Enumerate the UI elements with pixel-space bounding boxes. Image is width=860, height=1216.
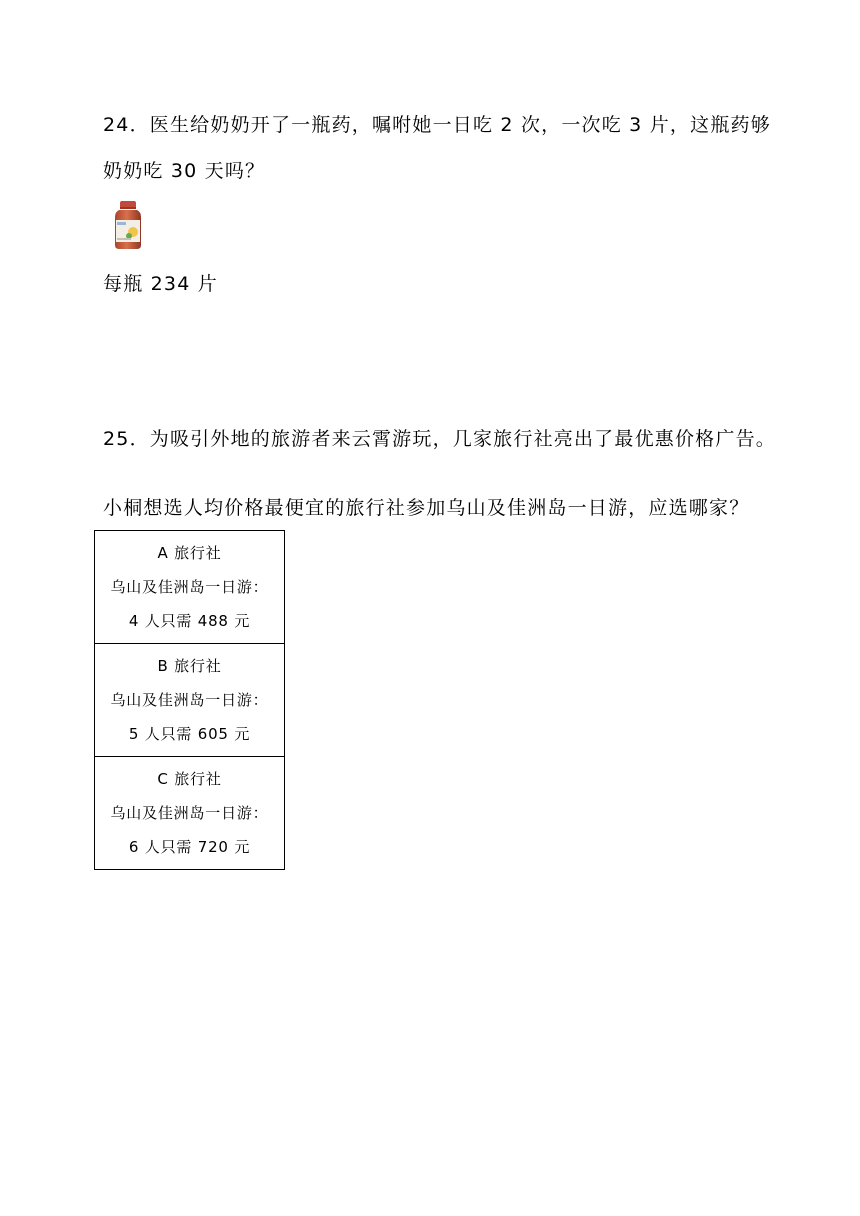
q24-text-line-1: 24．医生给奶奶开了一瓶药，嘱咐她一日吃 2 次，一次吃 3 片，这瓶药够	[103, 114, 771, 136]
q25-text-line-1: 25．为吸引外地的旅游者来云霄游玩，几家旅行社亮出了最优惠价格广告。	[103, 428, 776, 450]
agency-tour: 乌山及佳洲岛一日游：	[110, 804, 269, 822]
agency-tour: 乌山及佳洲岛一日游：	[110, 691, 269, 709]
agency-tour: 乌山及佳洲岛一日游：	[110, 578, 269, 596]
q25-text-line-2: 小桐想选人均价格最便宜的旅行社参加乌山及佳洲岛一日游，应选哪家？	[103, 497, 750, 519]
agency-cell	[95, 531, 285, 644]
medicine-bottle-icon	[112, 200, 144, 250]
travel-agency-table	[94, 530, 285, 870]
agency-cell	[95, 644, 285, 757]
agency-name: A 旅行社	[157, 544, 222, 562]
q24-bottle-caption: 每瓶 234 片	[103, 273, 218, 295]
agency-price: 6 人只需 720 元	[128, 838, 251, 856]
agency-row-a	[95, 531, 285, 644]
agency-cell	[95, 757, 285, 870]
agency-price: 4 人只需 488 元	[128, 612, 251, 630]
agency-row-b	[95, 644, 285, 757]
agency-name: C 旅行社	[157, 770, 222, 788]
agency-price: 5 人只需 605 元	[128, 725, 251, 743]
agency-name: B 旅行社	[157, 657, 222, 675]
q24-text-line-2: 奶奶吃 30 天吗？	[103, 160, 266, 182]
agency-row-c	[95, 757, 285, 870]
